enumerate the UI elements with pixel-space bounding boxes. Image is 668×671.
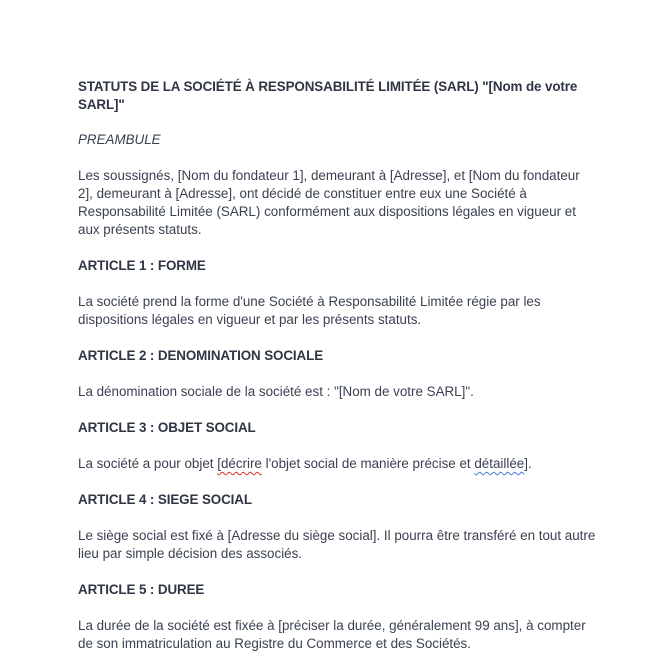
article-3-text-before: La société a pour objet xyxy=(78,456,218,471)
article-4-paragraph: Le siège social est fixé à [Adresse du siège social]. Il pourra être transféré en tout autre lieu par simple décision des associés. xyxy=(78,528,596,561)
document-page[interactable] xyxy=(78,78,598,671)
preamble-label: PREAMBULE xyxy=(78,132,161,147)
document-title: STATUTS DE LA SOCIÉTÉ À RESPONSABILITÉ LIMITÉE (SARL) "[Nom de votre SARL]" xyxy=(78,79,578,112)
article-5-paragraph: La durée de la société est fixée à [préciser la durée, généralement 99 ans], à compter de son immatriculation au Registre du Commerce et des Sociétés. xyxy=(78,618,586,651)
article-3-text-after: ]. xyxy=(524,456,532,471)
article-3-paragraph xyxy=(78,455,598,473)
preamble-paragraph: Les soussignés, [Nom du fondateur 1], demeurant à [Adresse], et [Nom du fondateur 2], demeurant à [Adresse], ont décidé de constituer entre eux une Société à Responsabilité Limitée (SARL) conformément aux dispositions légales en vigueur et aux présents statuts. xyxy=(78,168,580,237)
article-1-heading: ARTICLE 1 : FORME xyxy=(78,258,206,273)
article-5-heading: ARTICLE 5 : DUREE xyxy=(78,582,205,597)
article-2-heading: ARTICLE 2 : DENOMINATION SOCIALE xyxy=(78,348,324,363)
article-4-heading: ARTICLE 4 : SIEGE SOCIAL xyxy=(78,492,252,507)
article-1-paragraph: La société prend la forme d'une Société à Responsabilité Limitée régie par les dispositions légales en vigueur et par les présents statuts. xyxy=(78,294,541,327)
article-3-heading: ARTICLE 3 : OBJET SOCIAL xyxy=(78,420,256,435)
spellcheck-error-word[interactable]: [décrire xyxy=(217,456,262,471)
article-2-paragraph: La dénomination sociale de la société est : "[Nom de votre SARL]". xyxy=(78,384,474,399)
grammar-suggestion-word[interactable]: détaillée xyxy=(474,456,525,471)
article-3-text-middle: l'objet social de manière précise et xyxy=(261,456,475,471)
